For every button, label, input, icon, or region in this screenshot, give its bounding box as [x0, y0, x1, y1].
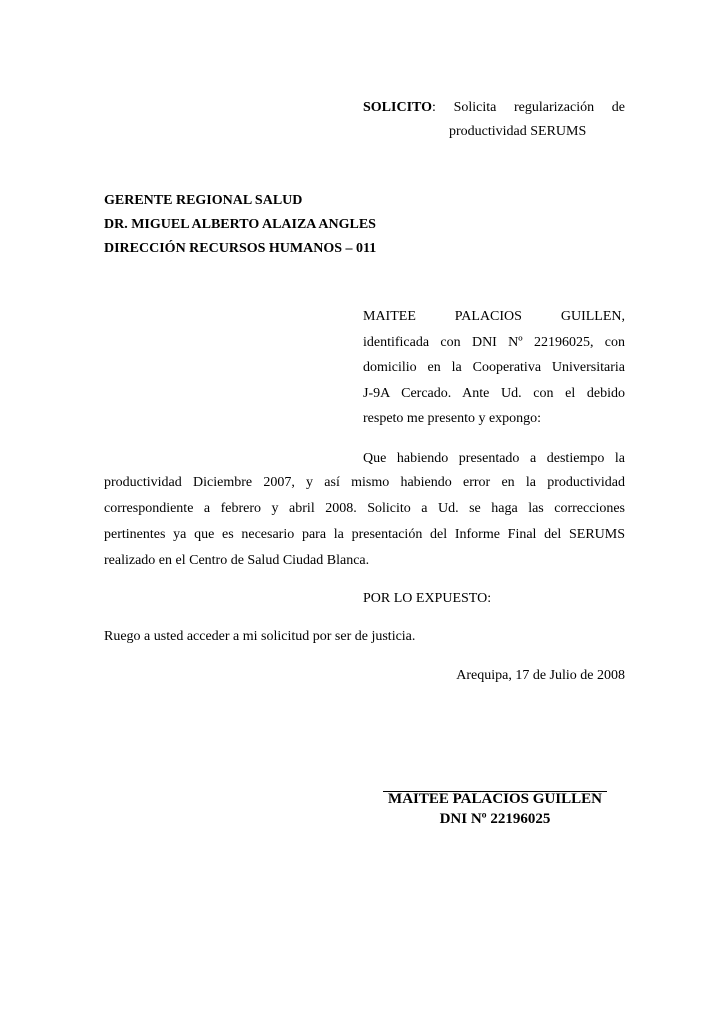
ruego-line: Ruego a usted acceder a mi solicitud por ser de justicia.: [104, 629, 416, 644]
body-line: productividad Diciembre 2007, y así mismo habiendo error en la productividad: [104, 475, 625, 490]
subject-block: [363, 96, 625, 144]
subject-colon: :: [432, 100, 436, 115]
body-line: realizado en el Centro de Salud Ciudad Blanca.: [104, 553, 370, 568]
subject-line-1: [363, 96, 625, 120]
por-lo-expuesto: POR LO EXPUESTO:: [363, 591, 492, 606]
addressee-line-1: GERENTE REGIONAL SALUD: [104, 193, 303, 208]
sender-line: J-9A Cercado. Ante Ud. con el debido: [363, 385, 625, 401]
subject-word-2: regularización: [514, 100, 595, 115]
sender-paragraph: [363, 304, 625, 432]
signature-dni: DNI Nº 22196025: [439, 811, 551, 827]
subject-word-1: Solicita: [453, 100, 497, 115]
subject-line-2: productividad SERUMS: [449, 124, 587, 139]
sender-line: respeto me presento y expongo:: [363, 411, 542, 427]
subject-word-3: de: [611, 100, 625, 115]
body-line: correspondiente a febrero y abril 2008. Solicito a Ud. se haga las correcciones: [104, 501, 625, 516]
addressee-line-2: DR. MIGUEL ALBERTO ALAIZA ANGLES: [104, 217, 376, 232]
sender-line: MAITEE PALACIOS GUILLEN,: [363, 309, 625, 324]
body-line: pertinentes ya que es necesario para la presentación del Informe Final del SERUMS: [104, 527, 625, 542]
body-paragraph: [104, 470, 625, 574]
sender-line: identificada con DNI Nº 22196025, con: [363, 334, 625, 350]
date-line: Arequipa, 17 de Julio de 2008: [456, 668, 625, 683]
subject-label: SOLICITO: [363, 100, 432, 115]
sender-line: domicilio en la Cooperativa Universitaria: [363, 360, 625, 376]
addressee-line-3: DIRECCIÓN RECURSOS HUMANOS – 011: [104, 241, 377, 256]
body-first-line: Que habiendo presentado a destiempo la: [363, 451, 625, 466]
addressee-block: [104, 189, 376, 261]
signature-name: MAITEE PALACIOS GUILLEN: [388, 791, 602, 807]
